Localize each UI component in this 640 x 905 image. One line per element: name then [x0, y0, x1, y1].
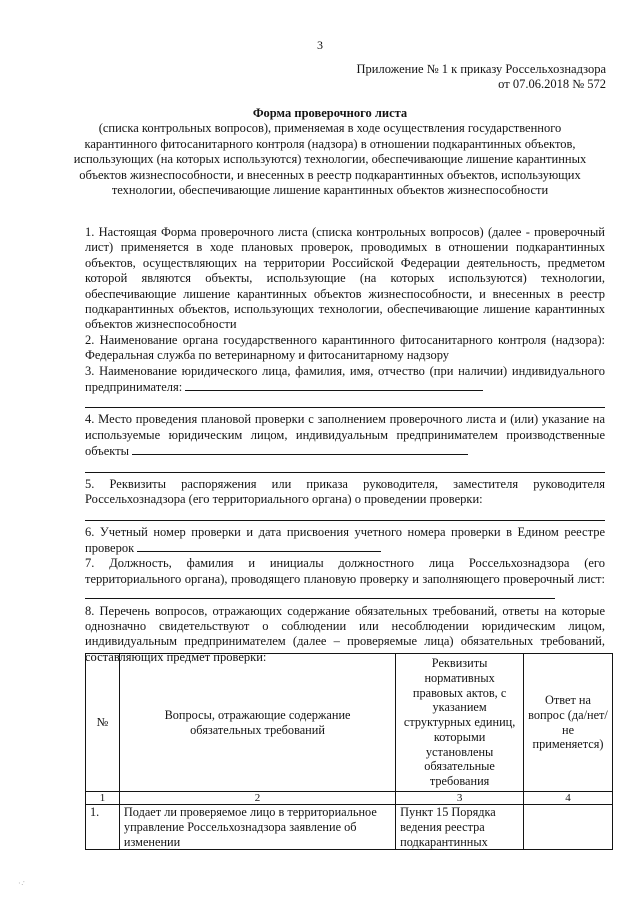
row-1-requisite: Пункт 15 Порядка ведения реестра подкарантинных: [396, 805, 524, 850]
row-1-question: Подает ли проверяемое лицо в территориальное управление Россельхознадзора заявление об изменении: [119, 805, 395, 850]
item-3: [85, 364, 605, 396]
form-body: [85, 225, 605, 665]
form-title: Форма проверочного листа: [252, 106, 408, 120]
item-6-text: 6. Учетный номер проверки и дата присвоения учетного номера проверки в Едином реестре проверок: [85, 524, 605, 555]
item-6: [85, 525, 605, 557]
item-8: 8. Перечень вопросов, отражающих содержание обязательных требований, ответы на которые однозначно свидетельствуют о соблюдении или несоблюдении юридическим лицом, индивидуальным предпринимателем (далее – проверяемые лица) обязательных требований, составляющих предмет проверки:: [85, 603, 605, 664]
table-row: [86, 805, 613, 850]
item-3-blank[interactable]: [185, 379, 483, 391]
form-title-block: [70, 106, 590, 198]
item-5: 5. Реквизиты распоряжения или приказа руководителя, заместителя руководителя Россельхознадзора (его территориального органа) о проведении проверки:: [85, 476, 605, 507]
item-4-text: 4. Место проведения плановой проверки с заполнением проверочного листа и (или) указание на используемые юридическим лицом, индивидуальным предпринимателем производственные объекты: [85, 412, 605, 459]
col-number-3: 3: [396, 792, 524, 805]
item-1: 1. Настоящая Форма проверочного листа (списка контрольных вопросов) (далее - проверочный лист) применяется в ходе плановых проверок, проводимых в отношении подкарантинных объектов, осуществляющих на территории Российской Федерации деятельность, предметом которой являются объекты, использующие (на которых используются) технологии, обеспечивающие лишение карантинных объектов жизнеспособности, и внесенных в реестр подкарантинных объектов, использующих технологии, обеспечивающие лишение карантинных объектов жизнеспособности: [85, 225, 605, 332]
header-requisites: Реквизиты нормативных правовых актов, с указанием структурных единиц, которыми установлены обязательные требования: [396, 654, 524, 792]
header-num: №: [86, 654, 120, 792]
column-number-row: [86, 792, 613, 805]
scan-speck: ·.·: [16, 877, 27, 888]
row-1-num: 1.: [86, 805, 120, 850]
col-number-2: 2: [119, 792, 395, 805]
item-7-text: 7. Должность, фамилия и инициалы должностного лица Россельхознадзора (его территориального органа), проводящего плановую проверку и заполняющего проверочный лист:: [85, 556, 605, 586]
appendix-line-1: Приложение № 1 к приказу Россельхознадзора: [356, 62, 606, 76]
col-number-4: 4: [524, 792, 613, 805]
item-7: [85, 556, 605, 603]
item-4-blank-line[interactable]: [85, 460, 605, 473]
header-answer: Ответ на вопрос (да/нет/не применяется): [524, 654, 613, 792]
item-2: 2. Наименование органа государственного карантинного фитосанитарного контроля (надзора): Федеральная служба по ветеринарному и фитосанитарному надзору: [85, 332, 605, 363]
page-number: 3: [317, 38, 323, 52]
item-4-blank[interactable]: [132, 443, 468, 455]
item-5-blank-line[interactable]: [85, 508, 605, 521]
item-6-blank[interactable]: [137, 540, 381, 552]
col-number-1: 1: [86, 792, 120, 805]
row-1-answer[interactable]: [524, 805, 613, 850]
header-questions: Вопросы, отражающие содержание обязательных требований: [119, 654, 395, 792]
item-7-blank[interactable]: [85, 587, 555, 599]
form-subtitle: (списка контрольных вопросов), применяемая в ходе осуществления государственного карантинного фитосанитарного контроля (надзора) в отношении подкарантинных объектов, использующих (на которых используются) технологии, обеспечивающие лишение карантинных объектов жизнеспособности, и внесенных в реестр подкарантинных объектов, использующих технологии, обеспечивающие лишение карантинных объектов жизнеспособности: [73, 121, 587, 198]
checklist-table: [85, 653, 613, 850]
table-header-row: [86, 654, 613, 792]
item-4: [85, 412, 605, 459]
appendix-header: [356, 62, 606, 92]
item-3-blank-line[interactable]: [85, 395, 605, 408]
item-3-text: 3. Наименование юридического лица, фамилия, имя, отчество (при наличии) индивидуального предпринимателя:: [85, 363, 605, 395]
appendix-line-2: от 07.06.2018 № 572: [498, 77, 606, 91]
